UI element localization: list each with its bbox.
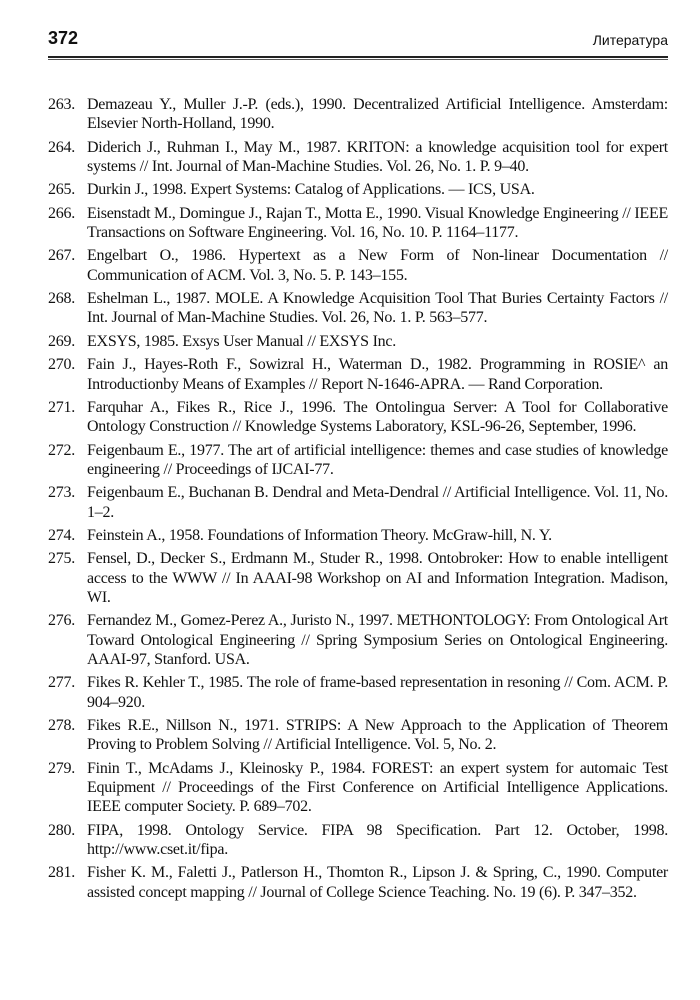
reference-text: Eisenstadt M., Domingue J., Rajan T., Motta E., 1990. Visual Knowledge Engineering // IEEE Transactions on Software Engineering. Vol. 16, No. 10. P. 1164–1177. [87, 204, 668, 242]
reference-item [48, 355, 668, 394]
reference-number: 274. [48, 526, 75, 544]
reference-item [48, 526, 668, 545]
reference-item [48, 483, 668, 522]
reference-text: EXSYS, 1985. Exsys User Manual // EXSYS Inc. [87, 332, 396, 350]
reference-item [48, 441, 668, 480]
reference-number: 281. [48, 864, 75, 882]
reference-number: 263. [48, 96, 75, 113]
reference-list [48, 95, 668, 906]
reference-item [48, 673, 668, 712]
reference-item [48, 611, 668, 669]
reference-text: Feinstein A., 1958. Foundations of Information Theory. McGraw-hill, N. Y. [87, 526, 552, 544]
reference-text: Fikes R.E., Nillson N., 1971. STRIPS: A New Approach to the Application of Theorem Proving to Problem Solving // Artificial Intelligence. Vol. 5, No. 2. [87, 717, 668, 754]
reference-text: Fikes R. Kehler T., 1985. The role of frame-based representation in resoning // Com. ACM. P. 904–920. [87, 674, 668, 711]
reference-number: 269. [48, 332, 75, 350]
reference-text: Farquhar A., Fikes R., Rice J., 1996. The Ontolingua Server: A Tool for Collaborative Ontology Construction // Knowledge Systems Laboratory, KSL-96-26, September, 1996. [87, 398, 668, 436]
reference-number: 278. [48, 717, 75, 735]
reference-item [48, 759, 668, 817]
reference-item [48, 398, 668, 437]
reference-text: Fisher K. M., Faletti J., Patlerson H., Thomton R., Lipson J. & Spring, C., 1990. Computer assisted concept mapping // Journal of College Science Teaching. No. 19 (6). P. 347–352. [87, 864, 668, 901]
reference-number: 264. [48, 138, 75, 156]
reference-number: 267. [48, 247, 75, 265]
reference-number: 265. [48, 181, 75, 199]
reference-number: 275. [48, 550, 75, 568]
reference-item [48, 204, 668, 243]
reference-item [48, 549, 668, 607]
reference-number: 273. [48, 484, 75, 502]
reference-number: 271. [48, 398, 75, 416]
reference-text: Feigenbaum E., 1977. The art of artificial intelligence: themes and case studies of knowledge engineering // Proceedings of IJCAI-77. [87, 441, 668, 478]
reference-text: Feigenbaum E., Buchanan B. Dendral and Meta-Dendral // Artificial Intelligence. Vol. 11, No. 1–2. [87, 484, 668, 521]
reference-text: Diderich J., Ruhman I., May M., 1987. KRITON: a knowledge acquisition tool for expert systems // Int. Journal of Man-Machine Studies. Vol. 26, No. 1. P. 9–40. [87, 138, 668, 175]
reference-text: Fain J., Hayes-Roth F., Sowizral H., Waterman D., 1982. Programming in ROSIE^ an Introductionby Means of Examples // Report N-1646-APRA. — Rand Corporation. [87, 356, 668, 393]
reference-text: Finin T., McAdams J., Kleinosky P., 1984. FOREST: an expert system for automaic Test Equipment // Proceedings of the First Conference on Artificial Intelligence Applications. IEEE computer Society. P. 689–702. [87, 759, 668, 816]
running-header [48, 26, 668, 58]
reference-item [48, 863, 668, 902]
reference-item [48, 289, 668, 328]
reference-item [48, 821, 668, 860]
reference-number: 268. [48, 290, 75, 308]
reference-text: Durkin J., 1998. Expert Systems: Catalog of Applications. — ICS, USA. [87, 181, 535, 199]
reference-item [48, 332, 668, 351]
reference-text: Fensel, D., Decker S., Erdmann M., Studer R., 1998. Ontobroker: How to enable intelligent access to the WWW // In AAAI-98 Workshop on AI and Information Integration. Madison, WI. [87, 550, 668, 606]
reference-number: 276. [48, 612, 75, 630]
reference-text: Demazeau Y., Muller J.-P. (eds.), 1990. Decentralized Artificial Intelligence. Amsterdam: Elsevier North-Holland, 1990. [87, 96, 668, 133]
reference-text: Engelbart O., 1986. Hypertext as a New Form of Non-linear Documentation // Communication of ACM. Vol. 3, No. 5. P. 143–155. [87, 247, 668, 284]
reference-number: 270. [48, 356, 75, 374]
reference-number: 277. [48, 674, 75, 692]
reference-item [48, 180, 668, 199]
reference-number: 279. [48, 759, 75, 777]
reference-item [48, 246, 668, 285]
reference-text: Fernandez M., Gomez-Perez A., Juristo N., 1997. METHONTOLOGY: From Ontological Art Toward Ontological Engineering // Spring Symposium Series on Ontological Engineering. AAAI-97, Stanford. USA. [87, 612, 668, 668]
reference-number: 272. [48, 441, 75, 459]
reference-text: Eshelman L., 1987. MOLE. A Knowledge Acquisition Tool That Buries Certainty Factors // Int. Journal of Man-Machine Studies. Vol. 26, No. 1. P. 563–577. [87, 290, 668, 327]
page-number: 372 [48, 28, 79, 48]
reference-item [48, 138, 668, 177]
reference-text: FIPA, 1998. Ontology Service. FIPA 98 Specification. Part 12. October, 1998. http://www.cset.it/fipa. [87, 821, 668, 858]
section-title: Литература [592, 32, 668, 48]
reference-item [48, 716, 668, 755]
reference-number: 266. [48, 204, 75, 222]
reference-number: 280. [48, 821, 75, 839]
reference-item [48, 95, 668, 134]
